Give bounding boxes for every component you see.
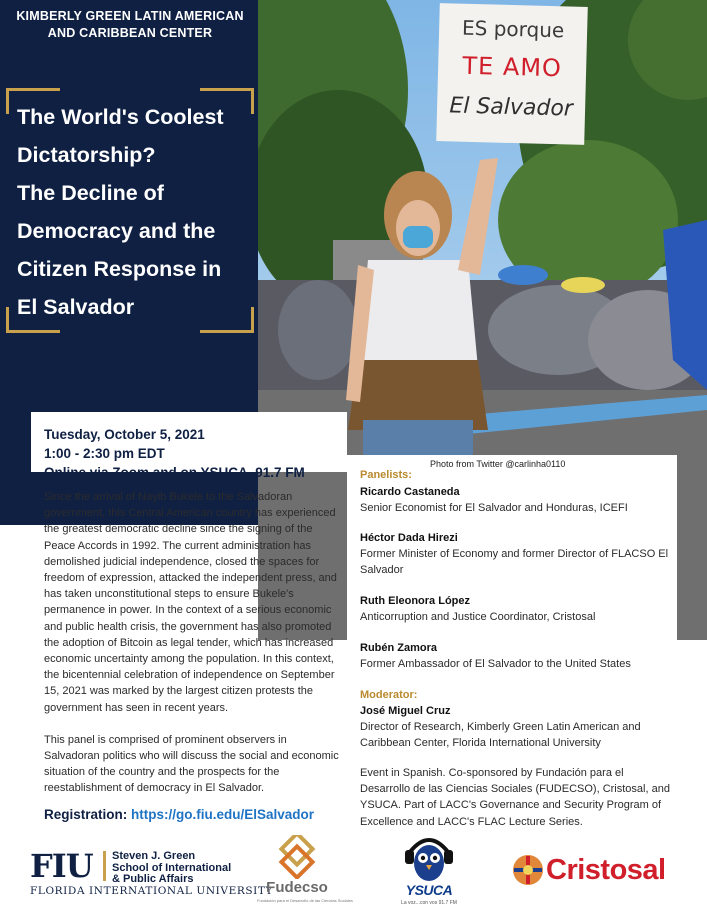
title-line: The World's Coolest [17,105,224,129]
registration-link[interactable]: https://go.fiu.edu/ElSalvador [131,807,315,822]
panelist-role: Anticorruption and Justice Coordinator, Cristosal [360,611,596,623]
panelist-name: Ricardo Castaneda [360,486,460,498]
panelist-role: Former Ambassador of El Salvador to the United States [360,658,631,670]
fiu-school-name [112,851,231,886]
event-time: 1:00 - 2:30 pm EDT [44,446,165,461]
panelist-name: Ruth Eleonora López [360,595,470,607]
panelist-role: Senior Economist for El Salvador and Honduras, ICEFI [360,502,628,514]
event-venue: Online via Zoom and on YSUCA, 91.7 FM [44,465,305,480]
description-paragraph: Since the arrival of Nayib Bukele to the Salvadoran government, this Central American country has experienced the greatest democratic decline since the signing of the Peace Accords in 1992. The current administration has demolished judicial independence, closed the spaces for freedom of expression, attacked the independent press, and has taken unconstitutional steps to ensure Bukele's permanence in power. In the context of a serious economic and public health crisis, the government has also promoted the adoption of Bitcoin as legal tender, which has increased economic uncertainty among the population. In this context, the bicentennial celebration of independence on September 15, 2021 was marked by the largest citizen protests the government has seen in recent years. [44,491,337,714]
cristosal-logo [510,852,670,892]
sign-line-2: TE AMO [462,51,563,83]
description-paragraph: This panel is comprised of prominent observers in Salvadoran politics who will discuss the social and economic situation of the country and the prospects for the reestablishment of democracy in El Salvador. [44,733,339,795]
panelist-name: Héctor Dada Hirezi [360,532,458,544]
fudecso-name: Fudecso [266,879,328,896]
sign-line-1: ES porque [461,15,565,43]
title-line: Citizen Response in [17,257,222,281]
cristosal-emblem-icon [510,852,546,888]
title-line: Democracy and the [17,219,216,243]
fiu-university-name: FLORIDA INTERNATIONAL UNIVERSITY [30,885,274,897]
event-title [17,98,253,326]
event-note: Event in Spanish. Co-sponsored by Fundación para el Desarrollo de las Ciencias Sociales (FUDECSO), Cristosal, and YSUCA. Part of LACC's Governance and Security Program of Excellence and LACC's FLAC Lecture Series. [360,767,670,828]
ysuca-owl-icon [396,830,462,884]
fudecso-tagline: Fundación para el Desarrollo de las Ciencias Sociales [257,898,353,903]
title-frame [6,88,254,333]
panelist-role: Former Minister of Economy and former Director of FLACSO El Salvador [360,548,669,577]
fiu-divider [103,851,106,881]
fiu-school-line: School of International [112,861,232,874]
sign-line-3: El Salvador [449,93,574,122]
ysuca-tagline: La voz...con vos 91.7 FM [401,900,457,906]
registration-label: Registration: [44,807,128,822]
ysuca-logo [396,830,462,910]
moderator-role: Director of Research, Kimberly Green Latin American and Caribbean Center, Florida International University [360,721,641,750]
fiu-logo [30,847,274,899]
panelists-label: Panelists: [360,469,412,481]
photo-credit: Photo from Twitter @carlinha0110 [430,459,566,469]
title-line: El Salvador [17,295,135,319]
fudecso-logo [257,835,353,905]
fiu-school-line: & Public Affairs [112,873,194,885]
event-date: Tuesday, October 5, 2021 [44,427,205,442]
ysuca-name: YSUCA [405,882,453,898]
fiu-school-line: Steven J. Green [112,850,196,862]
event-details [44,425,344,482]
event-description [44,489,344,813]
center-name: KIMBERLY GREEN LATIN AMERICAN AND CARIBBEAN CENTER [16,9,244,40]
fudecso-emblem-icon [275,835,319,879]
moderator-label: Moderator: [360,689,418,701]
moderator-name: José Miguel Cruz [360,705,451,717]
title-line: The Decline of [17,181,164,205]
panelist-name: Rubén Zamora [360,642,438,654]
title-line: Dictatorship? [17,143,156,167]
protest-sign [436,3,588,145]
fiu-mark: FIU [30,847,93,885]
cristosal-name: Cristosal [546,854,666,886]
registration [44,807,314,822]
